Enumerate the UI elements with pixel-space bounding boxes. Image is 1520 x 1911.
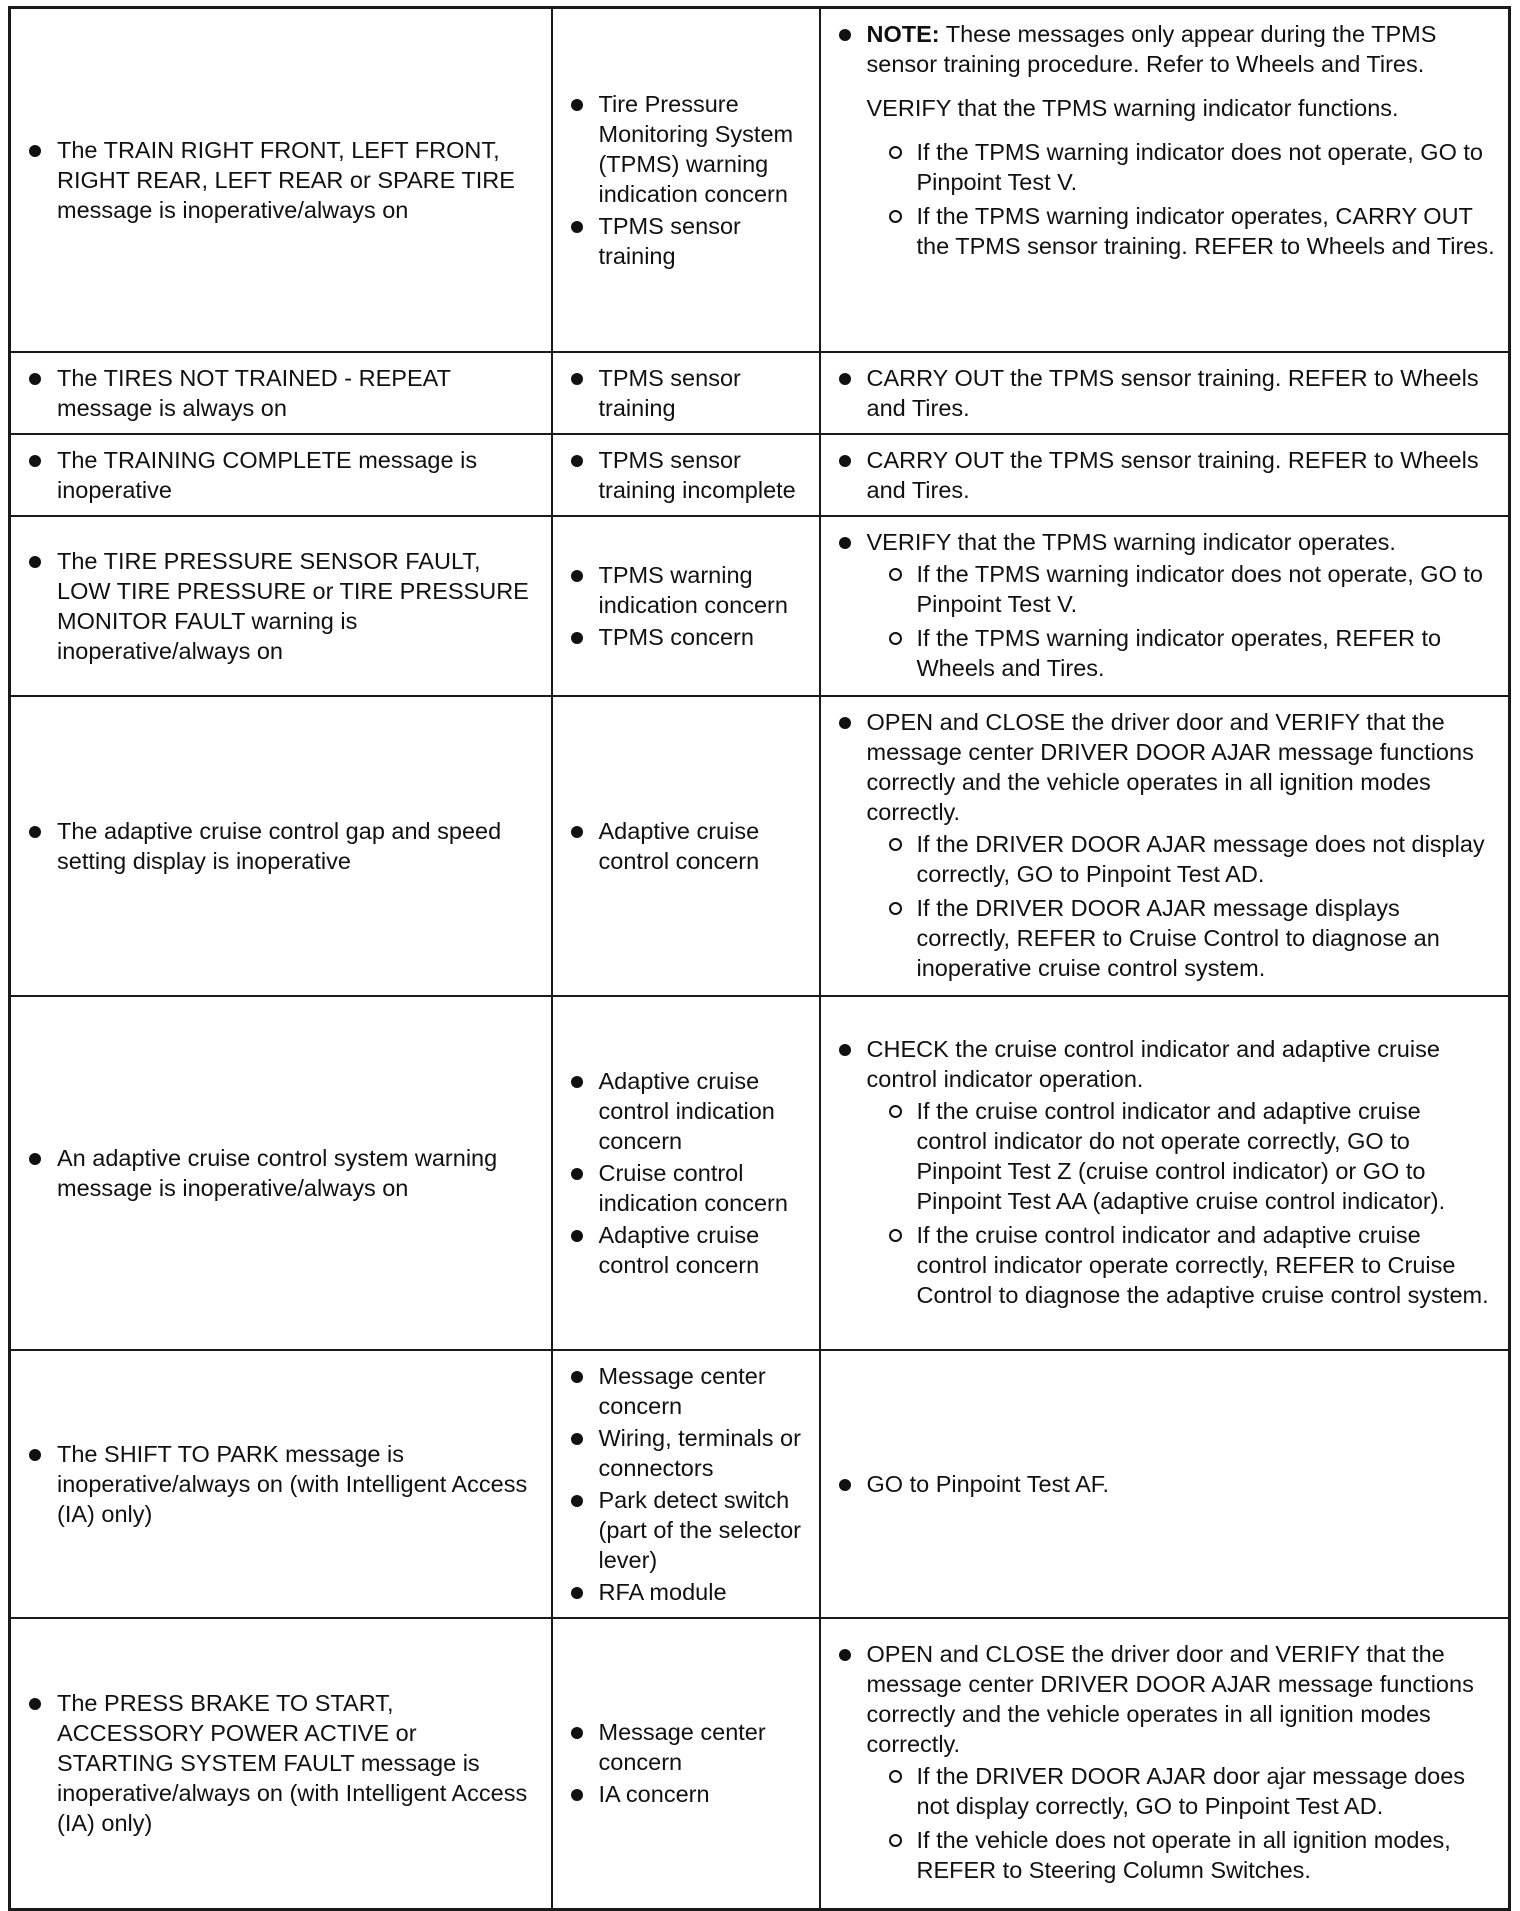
symptom-cell: [10, 8, 552, 352]
table-row: [10, 1350, 1510, 1618]
cause-cell: [552, 8, 820, 352]
cause-cell: [552, 516, 820, 696]
action-main-text: OPEN and CLOSE the driver door and VERIFY that the message center DRIVER DOOR AJAR message functions correctly and the vehicle operates in all ignition modes correctly.: [866, 1641, 1474, 1758]
action-cell: [820, 996, 1510, 1350]
symptom-cell: [10, 516, 552, 696]
cause-item: IA concern: [565, 1779, 807, 1809]
action-item: CARRY OUT the TPMS sensor training. REFER to Wheels and Tires.: [833, 445, 1497, 505]
table-row: [10, 434, 1510, 516]
cause-cell: [552, 352, 820, 434]
action-item: [833, 1034, 1497, 1310]
action-main-text: OPEN and CLOSE the driver door and VERIFY that the message center DRIVER DOOR AJAR message functions correctly and the vehicle operates in all ignition modes correctly.: [866, 708, 1474, 825]
action-cell: [820, 352, 1510, 434]
cause-cell: [552, 996, 820, 1350]
note-label: NOTE:: [866, 21, 940, 47]
table-row: [10, 696, 1510, 996]
cause-item: Cruise control indication concern: [565, 1158, 807, 1218]
symptom-text: The PRESS BRAKE TO START, ACCESSORY POWER ACTIVE or STARTING SYSTEM FAULT message is inoperative/always on (with Intelligent Access (IA) only): [23, 1688, 539, 1838]
action-main-text: VERIFY that the TPMS warning indicator operates.: [866, 528, 1396, 555]
action-sub-item: If the TPMS warning indicator operates, REFER to Wheels and Tires.: [867, 623, 1497, 683]
symptom-cell: [10, 434, 552, 516]
table-row: [10, 516, 1510, 696]
action-sub-item: If the DRIVER DOOR AJAR message displays correctly, REFER to Cruise Control to diagnose an inoperative cruise control system.: [867, 893, 1497, 983]
cause-item: TPMS sensor training incomplete: [565, 445, 807, 505]
action-sub-item: If the DRIVER DOOR AJAR door ajar message does not display correctly, GO to Pinpoint Test AD.: [867, 1761, 1497, 1821]
symptom-chart-document: [8, 6, 1508, 1911]
action-sub-item: If the DRIVER DOOR AJAR message does not display correctly, GO to Pinpoint Test AD.: [867, 829, 1497, 889]
cause-item: TPMS sensor training: [565, 363, 807, 423]
action-sub-item: If the TPMS warning indicator does not operate, GO to Pinpoint Test V.: [867, 137, 1497, 197]
note-text: These messages only appear during the TPMS sensor training procedure. Refer to Wheels and Tires.: [866, 21, 1437, 77]
symptom-text: The adaptive cruise control gap and speed setting display is inoperative: [23, 816, 539, 876]
note-item: [833, 19, 1497, 261]
cause-cell: [552, 1618, 820, 1910]
symptom-cell: [10, 696, 552, 996]
symptom-cell: [10, 1618, 552, 1910]
action-cell: [820, 1350, 1510, 1618]
symptom-text: The TRAINING COMPLETE message is inoperative: [23, 445, 539, 505]
action-sub-item: If the cruise control indicator and adaptive cruise control indicator do not operate correctly, GO to Pinpoint Test Z (cruise control indicator) or GO to Pinpoint Test AA (adaptive cruise control indicator).: [867, 1096, 1497, 1216]
cause-item: Message center concern: [565, 1717, 807, 1777]
action-sub-item: If the TPMS warning indicator does not operate, GO to Pinpoint Test V.: [867, 559, 1497, 619]
cause-item: TPMS warning indication concern: [565, 560, 807, 620]
table-row: [10, 8, 1510, 352]
action-cell: [820, 1618, 1510, 1910]
symptom-text: The TRAIN RIGHT FRONT, LEFT FRONT, RIGHT REAR, LEFT REAR or SPARE TIRE message is inoperative/always on: [23, 135, 539, 225]
cause-item: TPMS sensor training: [565, 211, 807, 271]
cause-item: Park detect switch (part of the selector lever): [565, 1485, 807, 1575]
symptom-text: An adaptive cruise control system warning message is inoperative/always on: [23, 1143, 539, 1203]
cause-cell: [552, 1350, 820, 1618]
symptom-cell: [10, 1350, 552, 1618]
action-cell: [820, 8, 1510, 352]
action-item: CARRY OUT the TPMS sensor training. REFER to Wheels and Tires.: [833, 363, 1497, 423]
symptom-cell: [10, 352, 552, 434]
cause-item: Adaptive cruise control concern: [565, 816, 807, 876]
action-item: [833, 527, 1497, 683]
cause-cell: [552, 434, 820, 516]
action-cell: [820, 434, 1510, 516]
symptom-text: The TIRES NOT TRAINED - REPEAT message is always on: [23, 363, 539, 423]
action-sub-item: If the TPMS warning indicator operates, CARRY OUT the TPMS sensor training. REFER to Wheels and Tires.: [867, 201, 1497, 261]
table-row: [10, 1618, 1510, 1910]
cause-item: RFA module: [565, 1577, 807, 1607]
symptom-cell: [10, 996, 552, 1350]
cause-item: TPMS concern: [565, 622, 807, 652]
action-sub-item: If the vehicle does not operate in all ignition modes, REFER to Steering Column Switches.: [867, 1825, 1497, 1885]
action-main-text: CHECK the cruise control indicator and adaptive cruise control indicator operation.: [866, 1035, 1440, 1092]
cause-item: Tire Pressure Monitoring System (TPMS) warning indication concern: [565, 89, 807, 209]
action-cell: [820, 516, 1510, 696]
symptom-text: The TIRE PRESSURE SENSOR FAULT, LOW TIRE PRESSURE or TIRE PRESSURE MONITOR FAULT warning is inoperative/always on: [23, 546, 539, 666]
cause-item: Wiring, terminals or connectors: [565, 1423, 807, 1483]
table-row: [10, 996, 1510, 1350]
cause-item: Message center concern: [565, 1361, 807, 1421]
symptom-text: The SHIFT TO PARK message is inoperative/always on (with Intelligent Access (IA) only): [23, 1439, 539, 1529]
cause-item: Adaptive cruise control concern: [565, 1220, 807, 1280]
table-row: [10, 352, 1510, 434]
action-sub-item: If the cruise control indicator and adaptive cruise control indicator operate correctly, REFER to Cruise Control to diagnose the adaptive cruise control system.: [867, 1220, 1497, 1310]
cause-cell: [552, 696, 820, 996]
action-cell: [820, 696, 1510, 996]
action-item: [833, 707, 1497, 983]
action-item: GO to Pinpoint Test AF.: [833, 1469, 1497, 1499]
symptom-chart-table: [8, 6, 1511, 1911]
action-verify-text: VERIFY that the TPMS warning indicator functions.: [866, 95, 1399, 121]
cause-item: Adaptive cruise control indication concern: [565, 1066, 807, 1156]
action-item: [833, 1639, 1497, 1885]
